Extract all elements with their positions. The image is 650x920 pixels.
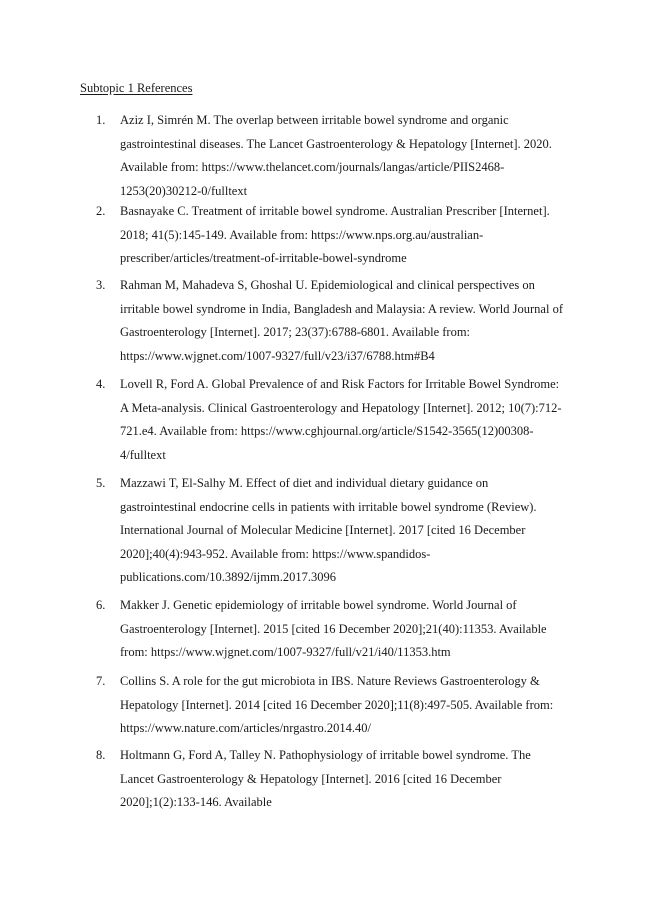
reference-item [96, 274, 566, 368]
reference-number: 5. [96, 476, 106, 490]
reference-text: Basnayake C. Treatment of irritable bowel syndrome. Australian Prescriber [Internet]. 2018; 41(5):145-149. Available from: https://www.nps.org.au/australian-prescriber/articles/treatment-of-irritable-bowel-syndrome [120, 204, 550, 265]
reference-number: 4. [96, 377, 106, 391]
reference-text: Aziz I, Simrén M. The overlap between irritable bowel syndrome and organic gastrointestinal diseases. The Lancet Gastroenterology & Hepatology [Internet]. 2020. Available from: https://www.thelancet.com/journals/langas/article/PIIS2468-1253(20)30212-0/fulltext [120, 113, 552, 198]
reference-number: 8. [96, 748, 106, 762]
reference-item [96, 200, 566, 271]
reference-item [96, 670, 566, 741]
reference-item [96, 744, 566, 815]
reference-text: Mazzawi T, El-Salhy M. Effect of diet and individual dietary guidance on gastrointestinal endocrine cells in patients with irritable bowel syndrome (Review). International Journal of Molecular Medicine [Internet]. 2017 [cited 16 December 2020];40(4):943-952. Available from: https://www.spandidos-publications.com/10.3892/ijmm.2017.3096 [120, 476, 537, 584]
reference-number: 3. [96, 278, 106, 292]
reference-item [96, 594, 566, 665]
reference-item [96, 109, 566, 203]
section-heading: Subtopic 1 References [80, 81, 193, 95]
reference-text: Lovell R, Ford A. Global Prevalence of and Risk Factors for Irritable Bowel Syndrome: A Meta-analysis. Clinical Gastroenterology and Hepatology [Internet]. 2012; 10(7):712-721.e4. Available from: https://www.cghjournal.org/article/S1542-3565(12)00308-4/fulltext [120, 377, 562, 462]
reference-text: Holtmann G, Ford A, Talley N. Pathophysiology of irritable bowel syndrome. The Lancet Gastroenterology & Hepatology [Internet]. 2016 [cited 16 December 2020];1(2):133-146. Available [120, 748, 531, 809]
reference-text: Makker J. Genetic epidemiology of irritable bowel syndrome. World Journal of Gastroenterology [Internet]. 2015 [cited 16 December 2020];21(40):11353. Available from: https://www.wjgnet.com/1007-9327/full/v21/i40/11353.htm [120, 598, 547, 659]
reference-text: Collins S. A role for the gut microbiota in IBS. Nature Reviews Gastroenterology & Hepatology [Internet]. 2014 [cited 16 December 2020];11(8):497-505. Available from: https://www.nature.com/articles/nrgastro.2014.40/ [120, 674, 554, 735]
reference-number: 2. [96, 204, 106, 218]
reference-item [96, 373, 566, 467]
reference-text: Rahman M, Mahadeva S, Ghoshal U. Epidemiological and clinical perspectives on irritable bowel syndrome in India, Bangladesh and Malaysia: A review. World Journal of Gastroenterology [Internet]. 2017; 23(37):6788-6801. Available from: https://www.wjgnet.com/1007-9327/full/v23/i37/6788.htm#B4 [120, 278, 563, 363]
reference-number: 1. [96, 113, 106, 127]
reference-item [96, 472, 566, 590]
reference-number: 7. [96, 674, 106, 688]
reference-number: 6. [96, 598, 106, 612]
